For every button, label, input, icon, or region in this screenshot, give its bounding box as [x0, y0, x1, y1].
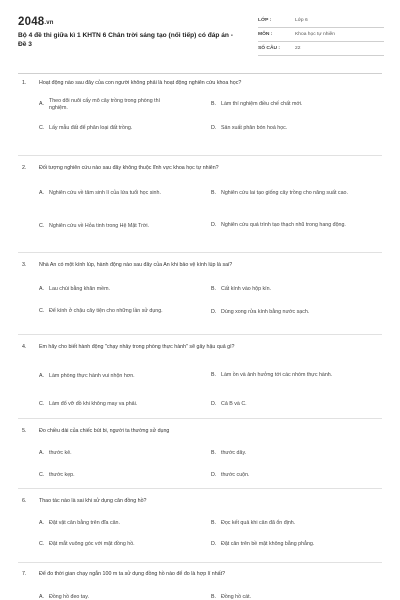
answer-option-c[interactable]	[39, 304, 179, 320]
option-text: Theo dõi nuôi cấy mô cây trồng trong phòng thí nghiệm.	[49, 97, 161, 111]
answer-option-d[interactable]	[211, 218, 351, 234]
question-text: Nhà An có một kính lúp, hành động nào sau đây của An khi bảo vệ kính lúp là sai?	[39, 262, 233, 268]
option-letter: D.	[211, 308, 217, 315]
question-number: 6.	[22, 498, 27, 504]
meta-label: SỐ CÂU :	[258, 46, 281, 51]
question-stem	[22, 80, 382, 87]
answer-option-d[interactable]	[211, 308, 351, 317]
answer-option-d[interactable]	[211, 471, 351, 480]
option-text: Nghiên cứu về Hỏa tinh trong Hệ Mặt Trời.	[49, 222, 150, 229]
question-text: Em hãy cho biết hành động "chạy nhảy trong phòng thực hành" sẽ gây hậu quả gì?	[39, 344, 235, 350]
answer-option-a[interactable]	[39, 186, 179, 202]
answer-option-b[interactable]	[211, 97, 351, 113]
option-text: Làm phòng thực hành vui nhộn hơn.	[49, 372, 135, 379]
answer-option-b[interactable]	[211, 593, 351, 600]
page-header	[18, 12, 384, 60]
option-letter: B.	[211, 449, 217, 456]
option-text: Đặt cân trên bề mặt không bằng phẳng.	[221, 540, 315, 547]
document-title: Bộ 4 đề thi giữa kì 1 KHTN 6 Chân trời sáng tạo (nối tiếp) có đáp án - Đề 3	[18, 32, 233, 48]
question-text: Đối tượng nghiên cứu nào sau đây không thuộc lĩnh vực khoa học tự nhiên?	[39, 165, 219, 171]
question-divider	[18, 252, 382, 253]
option-text: Đồng hồ đeo tay.	[49, 593, 89, 600]
answer-option-d[interactable]	[211, 400, 351, 409]
answer-option-b[interactable]	[211, 186, 351, 202]
option-text: Sản xuất phân bón hoá học.	[221, 124, 288, 131]
answer-option-a[interactable]	[39, 593, 179, 600]
question-number: 3.	[22, 262, 27, 268]
meta-table	[258, 14, 384, 56]
meta-value: Khoa học tự nhiên	[295, 32, 335, 37]
question	[22, 262, 382, 315]
option-letter: A.	[39, 372, 45, 379]
meta-label: MÔN :	[258, 32, 273, 37]
option-letter: B.	[211, 190, 217, 197]
meta-row-count	[258, 42, 384, 56]
option-letter: A.	[39, 449, 45, 456]
option-letter: A.	[39, 190, 45, 197]
option-text: Nghiên cứu lai tạo giống cây trồng cho năng suất cao.	[221, 190, 348, 197]
answer-option-d[interactable]	[211, 124, 351, 133]
question	[22, 571, 382, 600]
option-text: Cả B và C.	[221, 400, 247, 407]
meta-row-subject	[258, 28, 384, 42]
question-divider	[18, 562, 382, 563]
option-letter: C.	[39, 222, 45, 229]
question-divider	[18, 334, 382, 335]
answer-option-a[interactable]	[39, 97, 179, 113]
logo-text: 2048	[18, 16, 45, 28]
option-text: Lau chùi bằng khăn mềm.	[49, 285, 110, 292]
question-divider	[18, 488, 382, 489]
question	[22, 165, 382, 229]
question-number: 2.	[22, 165, 27, 171]
question-stem	[22, 262, 382, 269]
option-letter: D.	[211, 540, 217, 547]
option-letter: A.	[39, 593, 45, 600]
question-number: 4.	[22, 344, 27, 350]
option-letter: C.	[39, 540, 45, 547]
question-number: 7.	[22, 571, 27, 577]
option-text: thước kẻ.	[49, 449, 72, 456]
option-text: Dùng xong rửa kính bằng nước sạch.	[221, 308, 310, 315]
answer-option-c[interactable]	[39, 471, 179, 480]
answer-option-a[interactable]	[39, 519, 179, 528]
answer-option-b[interactable]	[211, 519, 351, 528]
question-stem	[22, 571, 382, 578]
option-letter: A.	[39, 519, 45, 526]
question	[22, 80, 382, 131]
question-text: Đo chiều dài của chiếc bút bi, người ta thường sử dụng	[39, 428, 170, 434]
option-text: Cất kính vào hộp kín.	[221, 285, 272, 292]
option-text: thước dây.	[221, 449, 247, 456]
option-letter: D.	[211, 222, 217, 229]
option-text: Lấy mẫu đất để phân loại đất trồng.	[49, 124, 133, 131]
question-text: Thao tác nào là sai khi sử dụng cân đồng hồ?	[39, 498, 147, 504]
option-text: Đọc kết quả khi cân đã ổn định.	[221, 519, 296, 526]
question-stem	[22, 498, 382, 505]
option-letter: D.	[211, 471, 217, 478]
option-letter: B.	[211, 285, 217, 292]
option-text: Đặt vật cân bằng trên đĩa cân.	[49, 519, 120, 526]
option-letter: D.	[211, 400, 217, 407]
option-text: thước cuộn.	[221, 471, 250, 478]
option-letter: D.	[211, 124, 217, 131]
answer-option-a[interactable]	[39, 285, 179, 294]
answer-option-b[interactable]	[211, 285, 351, 294]
option-text: Để kính ở chậu cây tiện cho những lần sử dụng.	[49, 308, 163, 315]
option-letter: C.	[39, 308, 45, 315]
option-letter: A.	[39, 285, 45, 292]
answer-option-c[interactable]	[39, 222, 179, 231]
meta-value: 22	[295, 46, 301, 51]
question	[22, 428, 382, 478]
option-letter: B.	[211, 593, 217, 600]
answer-option-d[interactable]	[211, 540, 351, 549]
option-letter: C.	[39, 124, 45, 131]
question	[22, 344, 382, 407]
option-text: thước kẹp.	[49, 471, 75, 478]
answer-option-b[interactable]	[211, 449, 351, 458]
answer-option-c[interactable]	[39, 400, 179, 409]
question-number: 1.	[22, 80, 27, 86]
question-text: Để đo thời gian chạy ngắn 100 m ta sử dụng đồng hồ nào để đo là hợp lí nhất?	[39, 571, 226, 577]
question-text: Hoạt động nào sau đây của con người không phải là hoạt động nghiên cứu khoa học?	[39, 80, 242, 86]
option-text: Làm đổ vỡ đồ khi không may va phải.	[49, 400, 138, 407]
meta-row-grade	[258, 14, 384, 28]
option-letter: C.	[39, 400, 45, 407]
option-text: Nghiên cứu quá trình tạo thạch nhũ trong hang động.	[221, 222, 346, 229]
option-letter: A.	[39, 101, 45, 108]
question-number: 5.	[22, 428, 27, 434]
option-text: Đặt mắt vuông góc với mặt đồng hồ.	[49, 540, 135, 547]
question-stem	[22, 165, 382, 172]
site-logo[interactable]	[18, 16, 54, 28]
question-stem	[22, 344, 382, 351]
answer-option-c[interactable]	[39, 540, 179, 549]
question-stem	[22, 428, 382, 435]
option-letter: C.	[39, 471, 45, 478]
logo-tld: .vn	[44, 20, 54, 26]
question	[22, 498, 382, 547]
meta-label: LỚP :	[258, 18, 272, 23]
option-letter: B.	[211, 101, 217, 108]
question-divider	[18, 155, 382, 156]
option-letter: B.	[211, 519, 217, 526]
option-text: Làm thí nghiệm điều chế chất mới.	[221, 101, 303, 108]
question-divider	[18, 418, 382, 419]
option-letter: B.	[211, 372, 217, 379]
option-text: Nghiên cứu về tâm sinh lí của lứa tuổi học sinh.	[49, 190, 161, 197]
answer-option-b[interactable]	[211, 368, 351, 384]
answer-option-a[interactable]	[39, 372, 179, 381]
answer-option-c[interactable]	[39, 124, 179, 133]
option-text: Đồng hồ cát.	[221, 593, 252, 600]
option-text: Làm ồn và ảnh hưởng tới các nhóm thực hành.	[221, 372, 333, 379]
header-divider	[18, 73, 382, 74]
meta-value: Lớp 6	[295, 18, 308, 23]
answer-option-a[interactable]	[39, 449, 179, 458]
